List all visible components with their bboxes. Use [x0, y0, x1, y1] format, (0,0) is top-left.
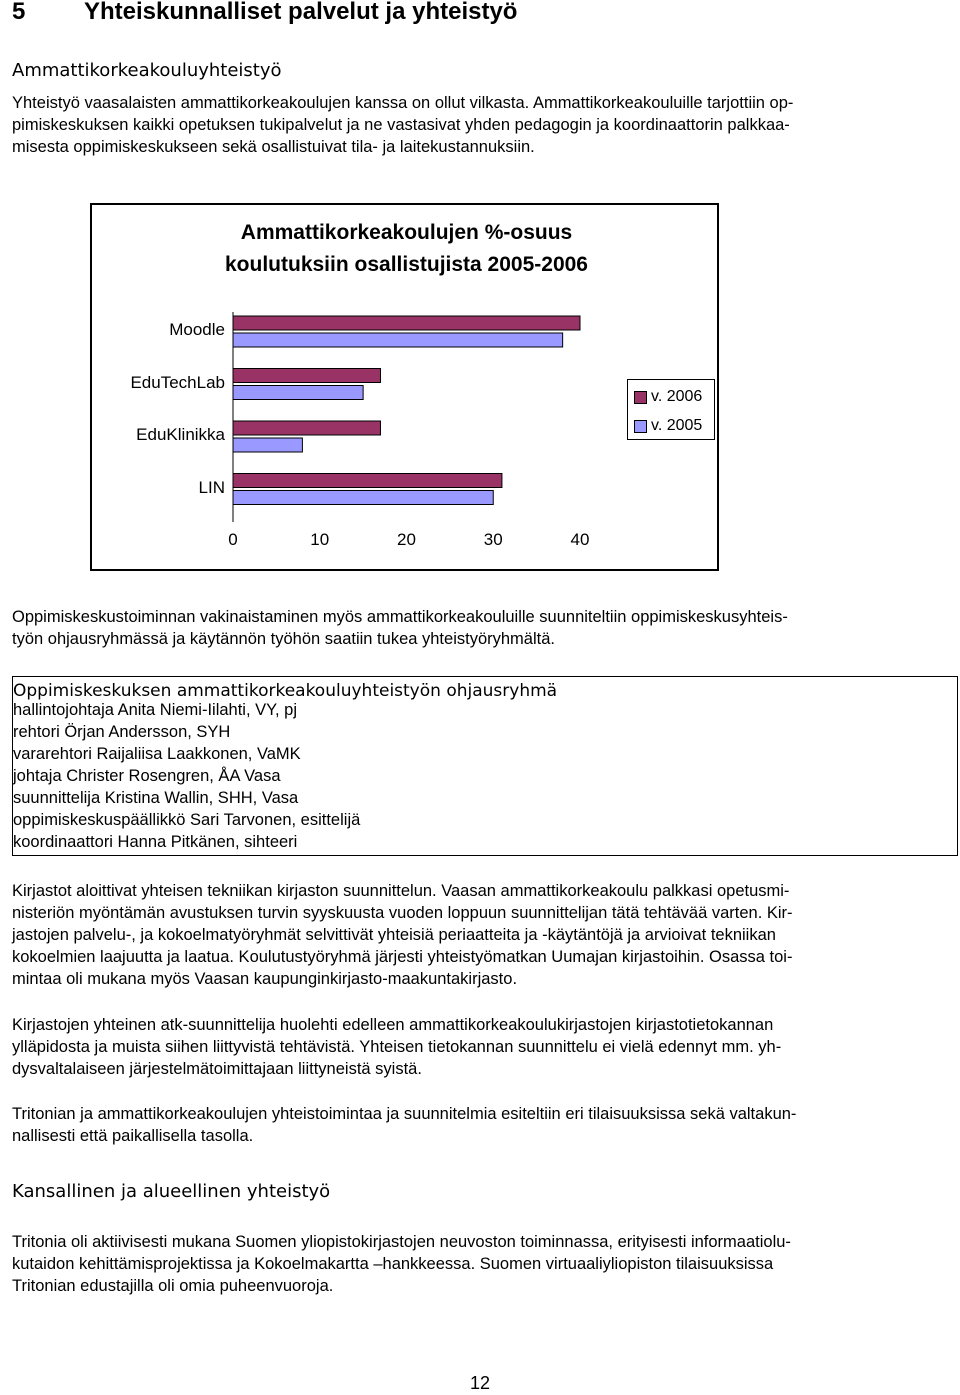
bar-eduklinikka-2006 — [233, 421, 380, 435]
legend-label-2005: v. 2005 — [651, 417, 703, 434]
page-number: 12 — [469, 1373, 491, 1393]
steering-group-member: vararehtori Raijaliisa Laakkonen, VaMK — [13, 745, 301, 763]
paragraph-line: Tritonian ja ammattikorkeakoulujen yhteistoimintaa ja suunnitelmia esiteltiin eri tilaisuuksissa sekä valtakun- — [12, 1105, 797, 1123]
category-label-moodle: Moodle — [169, 320, 225, 339]
paragraph-5 — [12, 1103, 942, 1147]
legend-swatch-2005 — [634, 420, 647, 433]
paragraph-1 — [12, 92, 942, 158]
paragraph-6 — [12, 1231, 942, 1297]
paragraph-line: dysvaltalaiseen järjestelmätoimittajaan liittyneistä syistä. — [12, 1060, 422, 1078]
category-label-eduklinikka: EduKlinikka — [136, 425, 225, 444]
bar-edutechlab-2005 — [233, 386, 363, 400]
paragraph-line: Kirjastojen yhteinen atk-suunnittelija huolehti edelleen ammattikorkeakoulukirjastojen kirjastotietokannan — [12, 1016, 774, 1034]
subheading-amk-cooperation: Ammattikorkeakouluyhteistyö — [12, 60, 282, 81]
paragraph-line: Yhteistyö vaasalaisten ammattikorkeakoulujen kanssa on ollut vilkasta. Ammattikorkeakouluille tarjottiin op- — [12, 94, 794, 112]
steering-group-member: koordinaattori Hanna Pitkänen, sihteeri — [13, 833, 298, 851]
steering-group-box — [12, 676, 958, 856]
paragraph-line: misesta oppimiskeskukseen sekä osallistuivat tila- ja laitekustannuksiin. — [12, 138, 535, 156]
x-tick-label: 40 — [570, 530, 590, 549]
paragraph-3 — [12, 880, 942, 990]
paragraph-line: Kirjastot aloittivat yhteisen tekniikan kirjaston suunnittelun. Vaasan ammattikorkeakoulu palkkasi opetusmi- — [12, 882, 790, 900]
paragraph-line: nallisesti että paikallisella tasolla. — [12, 1127, 254, 1145]
bar-lin-2005 — [233, 491, 493, 505]
paragraph-line: nisteriön myöntämän avustuksen turvin syyskuusta vuoden loppuun suunnittelijan tätä tehtävää varten. Kir- — [12, 904, 793, 922]
subheading-national-regional: Kansallinen ja alueellinen yhteistyö — [12, 1181, 331, 1202]
paragraph-line: kokoelmien laajuutta ja laatua. Koulutustyöryhmä järjesti yhteistyömatkan Uumajan kirjastoihin. Osassa toi- — [12, 948, 793, 966]
steering-group-member: hallintojohtaja Anita Niemi-Iilahti, VY, pj — [13, 701, 298, 719]
section-title: Yhteiskunnalliset palvelut ja yhteistyö — [84, 0, 518, 25]
paragraph-2 — [12, 606, 942, 650]
legend-swatch-2006 — [634, 391, 647, 404]
bar-chart — [90, 203, 719, 571]
x-tick-label: 20 — [397, 530, 416, 549]
x-tick-label: 0 — [228, 530, 238, 549]
paragraph-line: Tritonian edustajilla oli omia puheenvuoroja. — [12, 1277, 334, 1295]
bar-moodle-2005 — [233, 333, 563, 347]
x-tick-label: 30 — [483, 530, 503, 549]
steering-group-member: suunnittelija Kristina Wallin, SHH, Vasa — [13, 789, 299, 807]
chart-legend — [627, 379, 715, 440]
section-number: 5 — [12, 0, 26, 25]
paragraph-line: kutaidon kehittämisprojektissa ja Kokoelmakartta –hankkeessa. Suomen virtuaaliyliopiston tilaisuuksissa — [12, 1255, 774, 1273]
category-label-edutechlab: EduTechLab — [130, 372, 225, 392]
steering-group-member: oppimiskeskuspäällikkö Sari Tarvonen, esittelijä — [13, 811, 361, 829]
legend-item-2005 — [634, 417, 702, 435]
legend-item-2006 — [634, 388, 702, 406]
paragraph-line: mintaa oli mukana myös Vaasan kaupunginkirjasto-maakuntakirjasto. — [12, 970, 518, 988]
paragraph-line: jastojen palvelu-, ja kokoelmatyöryhmät selvittivät yhteisiä periaatteita ja -käytäntöjä ja arvioivat tekniikan — [12, 926, 776, 944]
bar-moodle-2006 — [233, 316, 580, 330]
legend-label-2006: v. 2006 — [651, 388, 703, 405]
x-tick-label: 10 — [310, 530, 330, 549]
chart-title-line-2: koulutuksiin osallistujista 2005-2006 — [225, 253, 588, 276]
paragraph-line: Tritonia oli aktiivisesti mukana Suomen yliopistokirjastojen neuvoston toiminnassa, erityisesti informaatiolu- — [12, 1233, 791, 1251]
steering-group-member: johtaja Christer Rosengren, ÅA Vasa — [13, 767, 281, 785]
bar-lin-2006 — [233, 474, 502, 488]
paragraph-4 — [12, 1014, 942, 1080]
steering-group-heading: Oppimiskeskuksen ammattikorkeakouluyhteistyön ohjausryhmä — [13, 681, 558, 701]
category-label-lin: LIN — [198, 477, 225, 497]
steering-group-member: rehtori Örjan Andersson, SYH — [13, 723, 231, 741]
paragraph-line: työn ohjausryhmässä ja käytännön työhön saatiin tukea yhteistyöryhmältä. — [12, 630, 555, 648]
bar-eduklinikka-2005 — [233, 438, 302, 452]
bar-edutechlab-2006 — [233, 369, 380, 383]
paragraph-line: Oppimiskeskustoiminnan vakinaistaminen myös ammattikorkeakouluille suunniteltiin oppimiskeskusyhteis- — [12, 608, 788, 626]
paragraph-line: ylläpidosta ja muista siihen liittyvistä tehtävistä. Yhteisen tietokannan suunnittelu ei vielä edennyt mm. yh- — [12, 1038, 782, 1056]
section-heading — [12, 0, 517, 26]
chart-title-line-1: Ammattikorkeakoulujen %-osuus — [240, 221, 573, 244]
paragraph-line: pimiskeskuksen kaikki opetuksen tukipalvelut ja ne vastasivat yhden pedagogin ja koordinaattorin palkkaa- — [12, 116, 790, 134]
